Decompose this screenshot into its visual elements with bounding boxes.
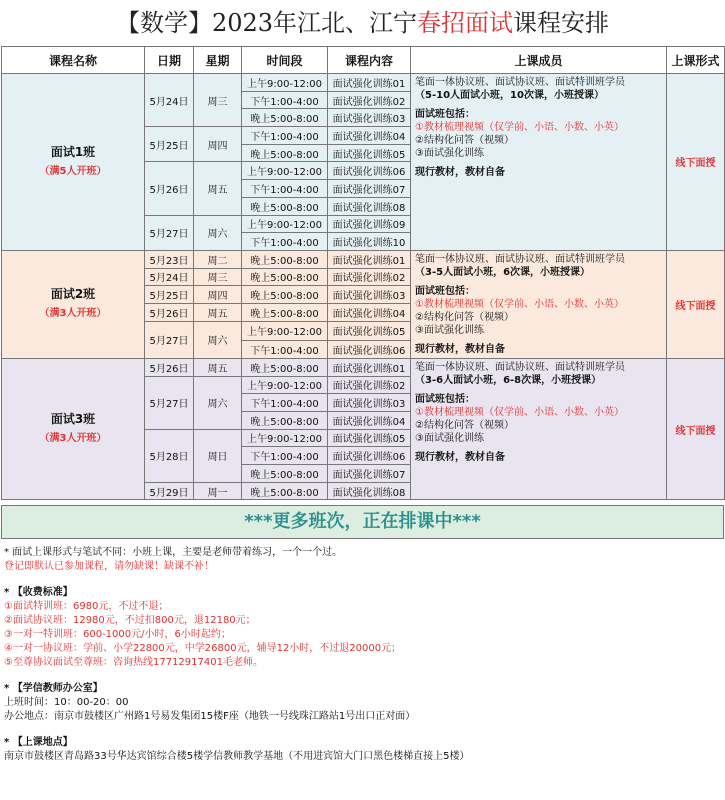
- fee-title: * 【收费标准】: [4, 587, 73, 598]
- members-include-item: ②结构化问答（视频）: [415, 419, 514, 431]
- weekday-cell: 周日: [194, 429, 242, 482]
- time-slot-cell: 下午1:00-4:00: [242, 447, 328, 465]
- fee-item-5: ⑤至尊协议面试至尊班：咨询热线17712917401毛老师。: [4, 657, 263, 668]
- note-attendance: 登记即默认已参加课程，请勿缺课！缺课不补！: [4, 561, 214, 572]
- weekday-cell: 周二: [194, 250, 242, 268]
- class-location-address: 南京市鼓楼区青岛路33号华达宾馆综合楼5楼学信教师教学基地（不用进宾馆大门口黑色楼梯直接上5楼）: [4, 751, 470, 762]
- course-name: 面试3班: [50, 412, 96, 427]
- content-cell: 面试强化训练09: [328, 215, 411, 233]
- course-open-condition: （满5人开班）: [39, 165, 107, 177]
- content-cell: 面试强化训练02: [328, 376, 411, 394]
- time-slot-cell: 上午9:00-12:00: [242, 162, 328, 180]
- members-line: 笔面一体协议班、面试协议班、面试特训班学员: [415, 361, 625, 373]
- header-weekday: 星期: [194, 47, 242, 74]
- date-cell: 5月29日: [145, 482, 194, 500]
- date-cell: 5月27日: [145, 321, 194, 358]
- time-slot-cell: 下午1:00-4:00: [242, 394, 328, 412]
- members-cell: [411, 358, 667, 500]
- course-name-cell: [2, 358, 145, 500]
- members-footer: 现行教材，教材自备: [415, 343, 505, 355]
- table-row: [2, 250, 725, 268]
- members-include-item: ①教材梳理视频（仅学前、小语、小数、小英）: [415, 406, 624, 418]
- time-slot-cell: 晚上5:00-8:00: [242, 411, 328, 429]
- office-title: * 【学信教师办公室】: [4, 683, 103, 694]
- weekday-cell: 周五: [194, 358, 242, 376]
- weekday-cell: 周六: [194, 321, 242, 358]
- members-footer: 现行教材，教材自备: [415, 451, 505, 463]
- content-cell: 面试强化训练05: [328, 321, 411, 341]
- members-footer: 现行教材，教材自备: [415, 167, 505, 178]
- table-row: [2, 74, 725, 92]
- time-slot-cell: 晚上5:00-8:00: [242, 109, 328, 127]
- notes-section: [4, 546, 720, 764]
- time-slot-cell: 晚上5:00-8:00: [242, 144, 328, 162]
- header-date: 日期: [145, 47, 194, 74]
- date-cell: 5月28日: [145, 429, 194, 482]
- class-location-title: * 【上课地点】: [4, 737, 73, 748]
- date-cell: 5月26日: [145, 162, 194, 215]
- content-cell: 面试强化训练10: [328, 233, 411, 251]
- schedule-table: [1, 46, 725, 500]
- mode-cell: 线下面授: [667, 358, 725, 500]
- date-cell: 5月26日: [145, 303, 194, 321]
- weekday-cell: 周四: [194, 286, 242, 304]
- content-cell: 面试强化训练06: [328, 447, 411, 465]
- content-cell: 面试强化训练04: [328, 127, 411, 145]
- office-address: 办公地点：南京市鼓楼区广州路1号易发集团15楼F座（地铁一号线珠江路站1号出口正对面）: [4, 711, 416, 722]
- weekday-cell: 周四: [194, 127, 242, 162]
- course-name-cell: [2, 250, 145, 358]
- content-cell: 面试强化训练04: [328, 303, 411, 321]
- content-cell: 面试强化训练06: [328, 162, 411, 180]
- members-class-size: （3-6人面试小班，6-8次课，小班授课）: [415, 374, 602, 386]
- content-cell: 面试强化训练08: [328, 482, 411, 500]
- date-cell: 5月24日: [145, 74, 194, 127]
- members-line: 笔面一体协议班、面试协议班、面试特训班学员: [415, 77, 625, 88]
- members-include-title: 面试班包括：: [415, 109, 475, 120]
- office-hours: 上班时间：10：00-20：00: [4, 697, 129, 708]
- members-cell: [411, 74, 667, 251]
- header-members: 上课成员: [411, 47, 667, 74]
- time-slot-cell: 晚上5:00-8:00: [242, 482, 328, 500]
- date-cell: 5月27日: [145, 215, 194, 250]
- time-slot-cell: 晚上5:00-8:00: [242, 250, 328, 268]
- members-include-item: ③面试强化训练: [415, 148, 484, 159]
- members-include-title: 面试班包括：: [415, 285, 475, 297]
- content-cell: 面试强化训练01: [328, 250, 411, 268]
- content-cell: 面试强化训练02: [328, 91, 411, 109]
- members-include-item: ①教材梳理视频（仅学前、小语、小数、小英）: [415, 122, 624, 133]
- fee-item-4: ④一对一协议班：学前、小学22800元，中学26800元，辅导12小时，不过退20000元；: [4, 643, 402, 654]
- content-cell: 面试强化训练06: [328, 341, 411, 359]
- weekday-cell: 周六: [194, 376, 242, 429]
- note-format: * 面试上课形式与笔试不同：小班上课，主要是老师带着练习，一个一个过。: [4, 547, 343, 558]
- time-slot-cell: 下午1:00-4:00: [242, 91, 328, 109]
- content-cell: 面试强化训练03: [328, 109, 411, 127]
- time-slot-cell: 上午9:00-12:00: [242, 321, 328, 341]
- members-include-item: ③面试强化训练: [415, 432, 484, 444]
- content-cell: 面试强化训练03: [328, 394, 411, 412]
- weekday-cell: 周五: [194, 303, 242, 321]
- page-title: 【数学】2023年江北、江宁春招面试课程安排: [115, 9, 610, 37]
- content-cell: 面试强化训练08: [328, 197, 411, 215]
- time-slot-cell: 晚上5:00-8:00: [242, 465, 328, 483]
- members-include-item: ③面试强化训练: [415, 324, 484, 336]
- members-line: 笔面一体协议班、面试协议班、面试特训班学员: [415, 253, 625, 265]
- content-cell: 面试强化训练01: [328, 358, 411, 376]
- course-open-condition: （满3人开班）: [39, 308, 107, 320]
- fee-item-1: ①面试特训班：6980元，不过不退；: [4, 601, 169, 612]
- content-cell: 面试强化训练07: [328, 465, 411, 483]
- course-name: 面试1班: [50, 144, 96, 159]
- table-row: [2, 358, 725, 376]
- mode-cell: 线下面授: [667, 74, 725, 251]
- members-include-item: ②结构化问答（视频）: [415, 311, 514, 323]
- members-include-item: ②结构化问答（视频）: [415, 135, 514, 146]
- content-cell: 面试强化训练03: [328, 286, 411, 304]
- members-include-item: ①教材梳理视频（仅学前、小语、小数、小英）: [415, 298, 624, 310]
- date-cell: 5月25日: [145, 286, 194, 304]
- more-classes-banner: ***更多班次，正在排课中***: [1, 505, 724, 539]
- header-mode: 上课形式: [667, 47, 725, 74]
- date-cell: 5月26日: [145, 358, 194, 376]
- time-slot-cell: 晚上5:00-8:00: [242, 268, 328, 286]
- fee-item-2: ②面试协议班：12980元，不过扣800元，退12180元；: [4, 615, 256, 626]
- mode-cell: 线下面授: [667, 250, 725, 358]
- time-slot-cell: 晚上5:00-8:00: [242, 286, 328, 304]
- date-cell: 5月23日: [145, 250, 194, 268]
- time-slot-cell: 晚上5:00-8:00: [242, 358, 328, 376]
- members-class-size: （3-5人面试小班，6次课，小班授课）: [415, 266, 591, 278]
- header-time-slot: 时间段: [242, 47, 328, 74]
- course-name: 面试2班: [50, 287, 96, 302]
- time-slot-cell: 下午1:00-4:00: [242, 233, 328, 251]
- course-open-condition: （满3人开班）: [39, 433, 107, 445]
- content-cell: 面试强化训练05: [328, 144, 411, 162]
- weekday-cell: 周六: [194, 215, 242, 250]
- fee-item-3: ③一对一特训班：600-1000元/小时，6小时起约；: [4, 629, 231, 640]
- time-slot-cell: 上午9:00-12:00: [242, 376, 328, 394]
- date-cell: 5月25日: [145, 127, 194, 162]
- content-cell: 面试强化训练04: [328, 411, 411, 429]
- content-cell: 面试强化训练07: [328, 180, 411, 198]
- date-cell: 5月27日: [145, 376, 194, 429]
- members-class-size: （5-10人面试小班，10次课，小班授课）: [415, 90, 604, 101]
- weekday-cell: 周一: [194, 482, 242, 500]
- weekday-cell: 周三: [194, 268, 242, 286]
- time-slot-cell: 下午1:00-4:00: [242, 341, 328, 359]
- course-name-cell: [2, 74, 145, 251]
- members-cell: [411, 250, 667, 358]
- members-include-title: 面试班包括：: [415, 393, 475, 405]
- time-slot-cell: 晚上5:00-8:00: [242, 303, 328, 321]
- header-content: 课程内容: [328, 47, 411, 74]
- content-cell: 面试强化训练01: [328, 74, 411, 92]
- time-slot-cell: 上午9:00-12:00: [242, 215, 328, 233]
- header-course-name: 课程名称: [2, 47, 145, 74]
- content-cell: 面试强化训练05: [328, 429, 411, 447]
- time-slot-cell: 上午9:00-12:00: [242, 429, 328, 447]
- time-slot-cell: 晚上5:00-8:00: [242, 197, 328, 215]
- time-slot-cell: 上午9:00-12:00: [242, 74, 328, 92]
- content-cell: 面试强化训练02: [328, 268, 411, 286]
- date-cell: 5月24日: [145, 268, 194, 286]
- time-slot-cell: 下午1:00-4:00: [242, 127, 328, 145]
- weekday-cell: 周五: [194, 162, 242, 215]
- table-header-row: [2, 47, 725, 74]
- weekday-cell: 周三: [194, 74, 242, 127]
- time-slot-cell: 下午1:00-4:00: [242, 180, 328, 198]
